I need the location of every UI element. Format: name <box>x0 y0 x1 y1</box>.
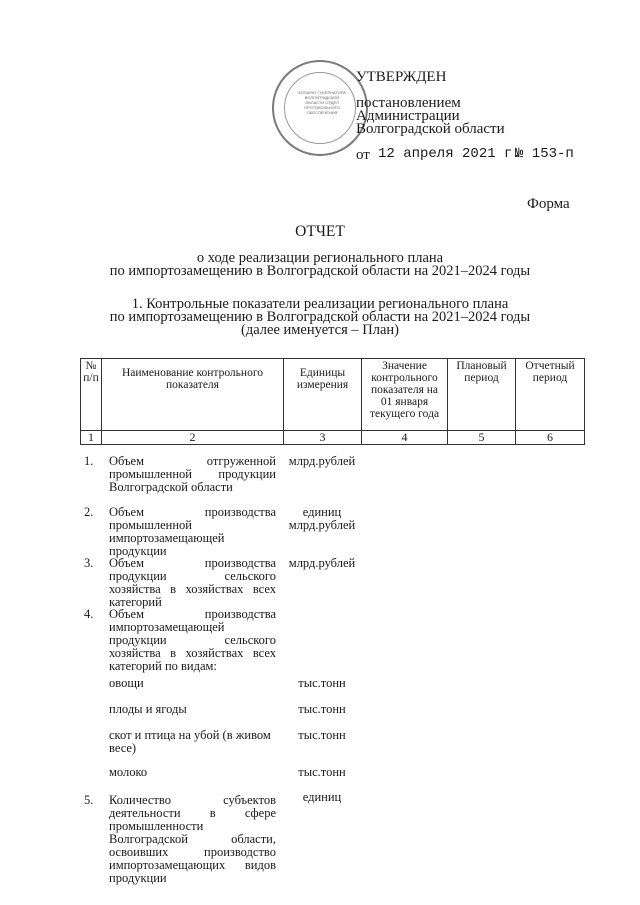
report-title: ОТЧЕТ <box>295 223 345 240</box>
approval-line-1: постановлением <box>356 95 461 111</box>
column-number: 2 <box>102 431 284 445</box>
approval-date: 12 апреля 2021 г. <box>378 146 521 162</box>
row-name: Объем отгруженной промышленной продукции Волгоградской области <box>109 454 276 494</box>
row-name: Количество субъектов деятельности в сфере промышленности Волгоградской области, освоивших производство импортозамещающих видов продукции <box>109 793 276 885</box>
approval-line-2: Администрации <box>356 108 460 124</box>
row-unit: единиц млрд.рублей <box>288 505 356 532</box>
report-subtitle-line-2: по импортозамещению в Волгоградской области на 2021–2024 годы <box>109 263 531 279</box>
sub-item-unit: тыс.тонн <box>298 728 346 742</box>
row-name: Объем производства импортозамещающей продукции сельского хозяйства в хозяйствах всех категорий по видам: <box>109 607 276 673</box>
indicators-table-header <box>80 358 585 445</box>
header-cell-name: Наименование контрольного показателя <box>102 359 284 431</box>
column-number: 5 <box>448 431 516 445</box>
row-unit: млрд.рублей <box>288 556 356 570</box>
column-number: 1 <box>81 431 102 445</box>
row-name: Объем производства продукции сельского хозяйства в хозяйствах всех категорий <box>109 556 276 609</box>
header-cell-planned: Плановый период <box>448 359 516 431</box>
row-name: Объем производства промышленной импортозамещающей продукции <box>109 505 276 558</box>
approval-title: УТВЕРЖДЕН <box>356 69 447 85</box>
row-number: 4. <box>84 607 94 621</box>
section-heading-line-3: (далее именуется – План) <box>241 322 399 338</box>
sub-item-name: скот и птица на убой (в живом весе) <box>109 728 271 755</box>
form-label: Форма <box>527 196 570 212</box>
sub-item-name: молоко <box>109 765 148 779</box>
sub-item-unit: тыс.тонн <box>298 676 346 690</box>
column-number: 6 <box>516 431 585 445</box>
approval-date-prefix: от <box>356 147 370 163</box>
approval-line-3: Волгоградской области <box>356 121 505 137</box>
official-seal <box>272 60 368 156</box>
row-unit: единиц <box>302 790 342 804</box>
sub-item-unit: тыс.тонн <box>298 702 346 716</box>
header-cell-unit: Единицы измерения <box>284 359 362 431</box>
column-number: 3 <box>284 431 362 445</box>
section-heading-line-2: по импортозамещению в Волгоградской области на 2021–2024 годы <box>109 309 531 325</box>
report-subtitle-line-1: о ходе реализации регионального плана <box>196 250 444 266</box>
row-number: 1. <box>84 454 94 468</box>
row-number: 2. <box>84 505 94 519</box>
seal-text: АППАРАТ ГУБЕРНАТОРА ВОЛГОГРАДСКОЙ ОБЛАСТИ ОТДЕЛ ПРОТОКОЛЬНОГО ОБЕСПЕЧЕНИЯ <box>298 90 346 115</box>
header-cell-reporting: Отчетный период <box>516 359 585 431</box>
header-row <box>81 359 585 431</box>
sub-item-name: овощи <box>109 676 144 690</box>
row-unit: млрд.рублей <box>288 454 356 468</box>
column-numbers-row <box>81 431 585 445</box>
section-heading-line-1: 1. Контрольные показатели реализации регионального плана <box>131 296 509 312</box>
approval-number: № 153-п <box>515 146 574 162</box>
column-number: 4 <box>362 431 448 445</box>
sub-item-unit: тыс.тонн <box>298 765 346 779</box>
header-cell-number: № п/п <box>81 359 102 431</box>
row-number: 3. <box>84 556 94 570</box>
header-cell-value: Значение контрольного показателя на 01 января текущего года <box>362 359 448 431</box>
row-number: 5. <box>84 793 94 807</box>
sub-item-name: плоды и ягоды <box>109 702 187 716</box>
